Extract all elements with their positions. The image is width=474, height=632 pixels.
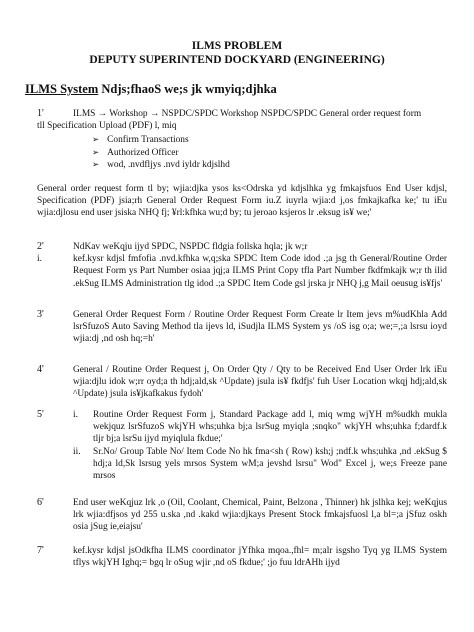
section-2 — [37, 241, 447, 290]
system-heading — [25, 82, 277, 97]
section-7 — [37, 545, 447, 569]
section-5-ii-text: Sr.No/ Group Table No/ Item Code No hk fma<sh ( Row) ksh;j ;ndf.k whs;uhka ,nd .ekSug $ hdj;a ld,Sk lsrsug yels mrsos System wM;a jevshd lsrsu" Wod" Excel j, we;s Freeze pane mrsos — [93, 446, 447, 482]
section-7-number: 7' — [37, 545, 44, 556]
section-4-text: General / Routine Order Request j, On Order Qty / Qty to be Received End User Order lrk iEu wjia:djlu idok w;rr oyd;a th hdj;ald,sk ^Update) jsula is¥ fkdfjs' fuh User Location wkqj hdj;ald,sk ^Update) jsula is¥jkafkakus fydoh' — [73, 365, 447, 400]
section-5-number: 5' — [37, 409, 44, 420]
section-1-paragraph: General order request form tl by; wjia:djka ysos ks<Odrska yd kdjslhka yg fmkajsfuos End User kdjsl, Specification (PDF) jsia;rh General Order Request Form iu.Z iuyrla wjia:d j,os fmkajkafka ke;' tu iEu wjia:djlosu end user jsiska NHQ fj; ¥rl:kfhka wu;d by; tu jeroao ksjeros lr .eksug is¥ we;' — [37, 184, 447, 219]
system-heading-rest: Ndjs;fhaoS we;s jk wmyiq;djhka — [98, 82, 277, 96]
section-2-sub-text: kef.kysr kdjsl fmfofia .nvd.kfhka w,q;ska SPDC Item Code idod .;a jsg th General/Routine Order Request Form ys Part Number osiaa jqj;a ILMS Print Copy tfla Part Number fkdfmkajk w;r th ilid .ekSug ILMS Administration tlg idod .;a SPDC Item Code gsl jrska jr NHQ j,g Mail oeusug is¥fjs' — [73, 254, 447, 289]
section-1-flow — [37, 108, 447, 132]
bullet-item: ➢ wod, .nvdfljys .nvd iyldr kdjslhd — [92, 159, 230, 172]
section-5-ii-number: ii. — [73, 446, 81, 457]
section-5-i-number: i. — [73, 410, 78, 420]
section-6-number: 6' — [37, 497, 44, 508]
section-3-text: General Order Request Form / Routine Order Request Form Create lr Item jevs m%udKhla Add lsrSfuzoS Auto Saving Method tla ijevs ld, iSudjla ILMS System ys /oS isg o;a; we;=,;a lsrsu ioyd wjia:dj ,nd osh hq;=h' — [73, 310, 447, 345]
section-3-number: 3' — [37, 309, 44, 320]
section-3 — [37, 309, 447, 346]
document-title: ILMS PROBLEM — [191, 40, 283, 52]
section-5 — [37, 409, 447, 482]
section-6 — [37, 497, 447, 534]
bullet-item: ➢ Confirm Transactions — [92, 134, 230, 147]
section-6-text: End user weKqjuz lrk ,o (Oil, Coolant, Chemical, Paint, Belzona , Thinner) hk jslhka kej; weKqjus lrk wjia:dfjsos yd 255 u.ska ,nd .kakd wjia:djkays Present Stock fmkajsfuosl l,a bl=;a jSfuz oskh osia jSug ie,eiajsu' — [73, 498, 447, 533]
section-2-number: 2' — [37, 241, 44, 252]
section-2-sub-number: i. — [37, 254, 42, 265]
section-2-line: NdKav weKqju ijyd SPDC, NSPDC fldgia follska hqla; jk w;r — [73, 242, 308, 252]
section-5-i-text: Routine Order Request Form j, Standard Package add l, miq wmg wjYH m%udkh mukla wekjquz lsrSfuzoS wkjYH whs;uhka bj;a lsrSug myiqla ;snqko" wkjYH whs;uhka f;dardf.k tljr bj;a lsrSu ijyd myiqlula fkdue;' — [93, 410, 447, 445]
system-heading-prefix: ILMS System — [25, 82, 99, 96]
document-subtitle: DEPUTY SUPERINTEND DOCKYARD (ENGINEERING) — [89, 54, 385, 66]
section-4-number: 4' — [37, 364, 44, 375]
section-4 — [37, 364, 447, 401]
section-1-cont: tll Specification Upload (PDF) l, miq — [37, 121, 177, 132]
section-7-text: kef.kysr kdjsl jsOdkfha ILMS coordinator jYfhka mqoa.,fhl= m;alr isgsho Tyq yg ILMS System tflys wkjYH Ighq;= bgq lr oSug wjir ,nd oS fkdue;' ;jo fuu ldrAHh ijyd — [73, 546, 447, 569]
section-1-flow-line: ILMS → Workshop → NSPDC/SPDC Workshop NSPDC/SPDC General order request form — [73, 109, 422, 119]
section-1-bullets — [92, 134, 230, 172]
section-1-number: 1' — [37, 108, 44, 119]
bullet-item: ➢ Authorized Officer — [92, 147, 230, 160]
